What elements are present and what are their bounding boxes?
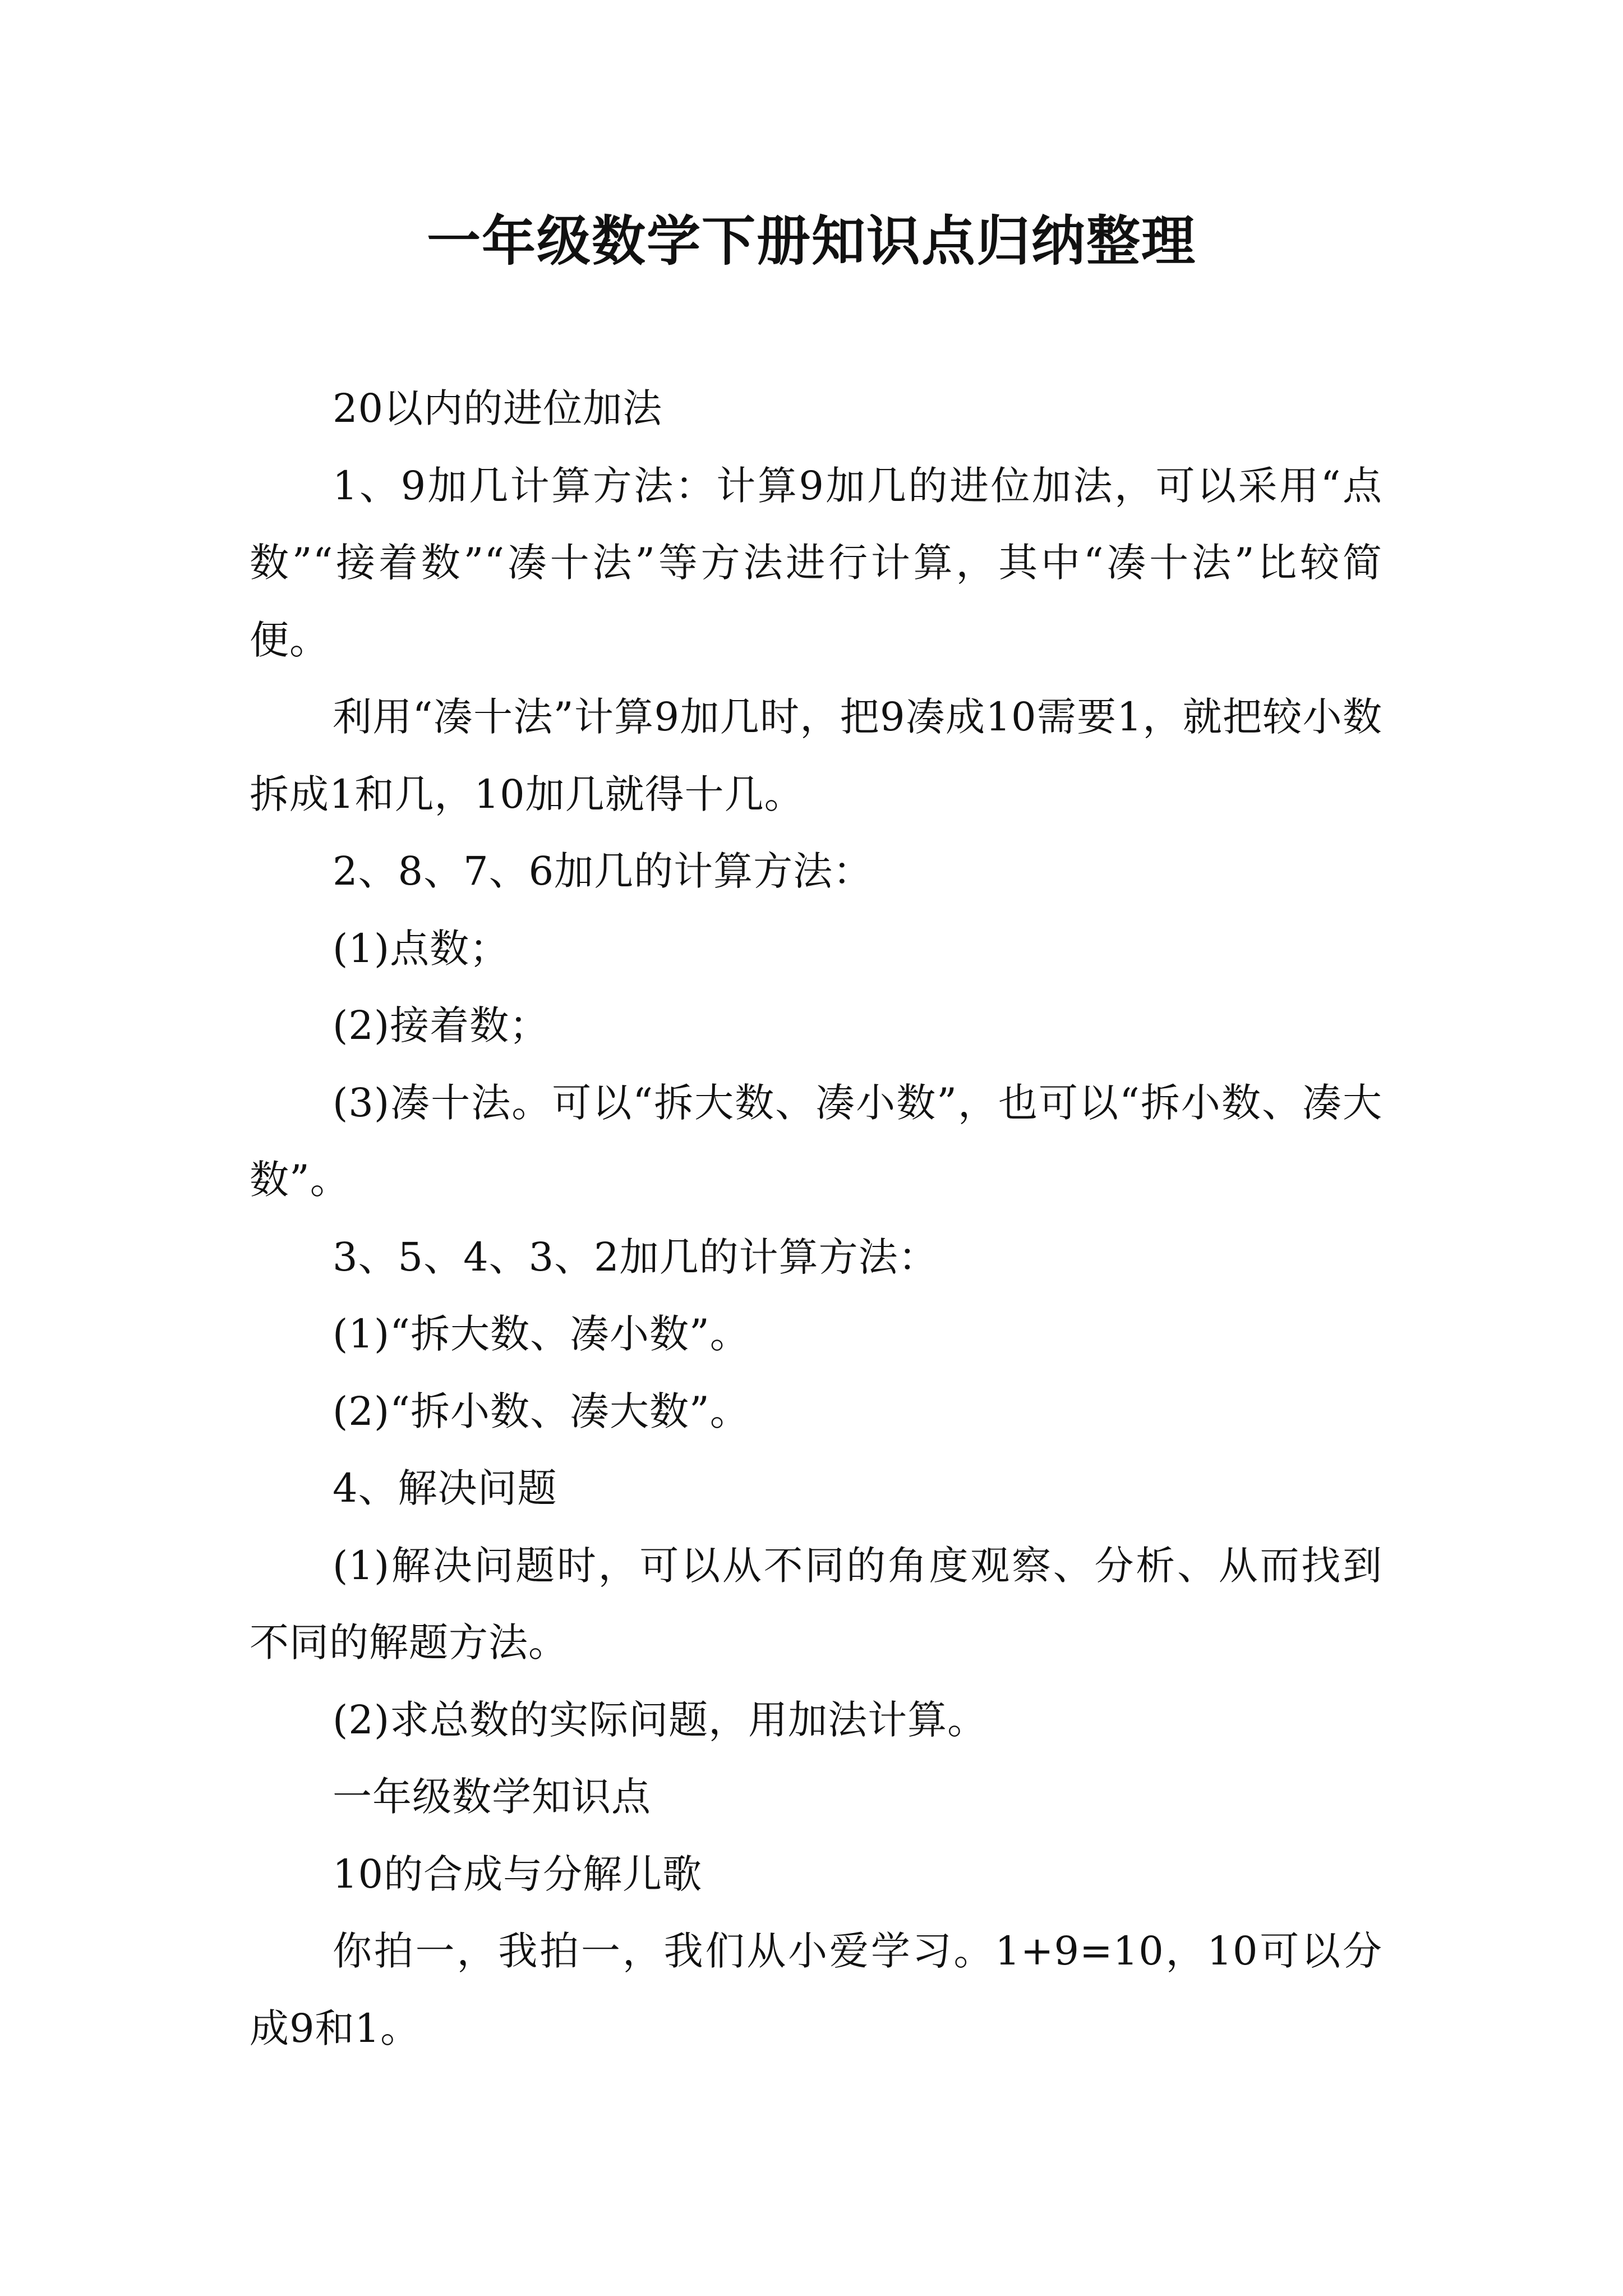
- list-item: (3)凑十法。可以“拆大数、凑小数”，也可以“拆小数、凑大数”。: [250, 1079, 1382, 1203]
- list-item: (1)解决问题时，可以从不同的角度观察、分析、从而找到不同的解题方法。: [250, 1542, 1382, 1665]
- document-title: 一年级数学下册知识点归纳整理: [427, 209, 1196, 273]
- list-item: (1)“拆大数、凑小数”。: [333, 1311, 750, 1357]
- paragraph-rhyme: 你拍一，我拍一，我们从小爱学习。1+9=10，10可以分成9和1。: [250, 1928, 1382, 2051]
- paragraph-five-to-two-method: 3、5、4、3、2加几的计算方法：: [333, 1234, 938, 1280]
- paragraph-eight-seven-six-method: 2、8、7、6加几的计算方法：: [333, 848, 873, 894]
- paragraph-nine-plus-method: 1、9加几计算方法：计算9加几的进位加法，可以采用“点数”“接着数”“凑十法”等方法进行计算，其中“凑十法”比较简便。: [250, 462, 1382, 663]
- list-item: (2)接着数；: [333, 1002, 550, 1048]
- paragraph-problem-solving-heading: 4、解决问题: [333, 1465, 557, 1511]
- paragraph-heading-carry-addition: 20以内的进位加法: [333, 385, 663, 431]
- list-item: (2)求总数的实际问题，用加法计算。: [333, 1696, 988, 1743]
- list-item: (2)“拆小数、凑大数”。: [333, 1388, 750, 1434]
- document-body: [250, 370, 1382, 2067]
- paragraph-make-ten-explanation: 利用“凑十法”计算9加几时，把9凑成10需要1，就把较小数拆成1和几，10加几就得十几。: [250, 694, 1382, 817]
- section-heading: 一年级数学知识点: [333, 1774, 651, 1820]
- list-item: (1)点数；: [333, 925, 510, 972]
- section-subheading: 10的合成与分解儿歌: [333, 1851, 703, 1897]
